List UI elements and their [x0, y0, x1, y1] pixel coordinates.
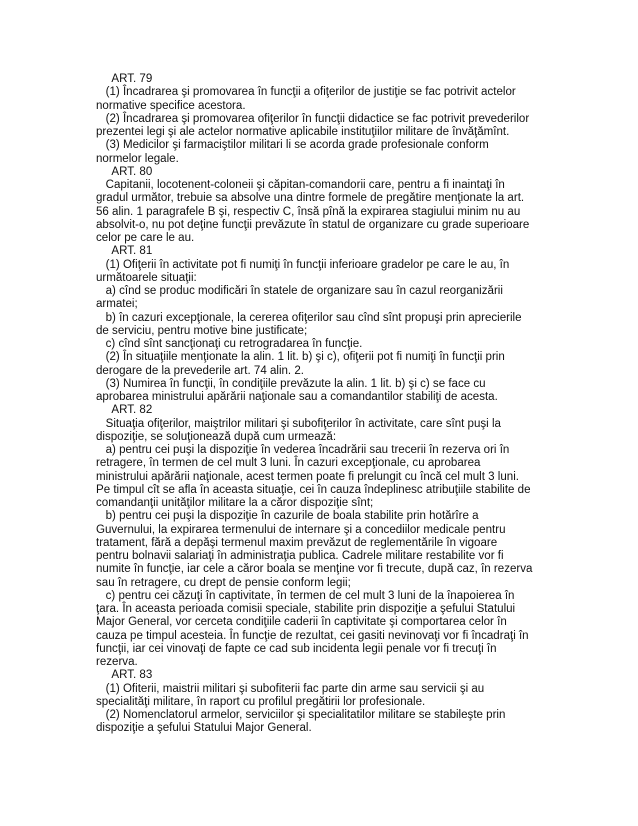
text-line: tratament, fără a depăşi termenul maxim prevăzut de reglementările în vigoare	[96, 536, 498, 549]
text-line: (1) Ofiţerii în activitate pot fi numiţi în funcţii inferioare gradelor pe care le au, în	[96, 258, 510, 271]
text-line: funcţii, iar cei vinovaţi de fapte ce cad sub incidenta legii penale vor fi trecuţi în	[96, 642, 497, 655]
text-line: cauza pe timpul acesteia. În funcţie de rezultat, cei gasiti nevinovaţi vor fi încadraţi în	[96, 629, 529, 642]
text-line: specialităţi militare, în raport cu profilul pregătirii lor profesionale.	[96, 695, 426, 708]
text-line: (2) În situaţiile menţionate la alin. 1 lit. b) şi c), ofiţerii pot fi numiţi în funcţii prin	[96, 351, 505, 364]
text-line: Major General, vor cerceta condiţiile caderii în captivitate şi comportarea celor în	[96, 616, 507, 629]
text-line: 56 alin. 1 paragrafele B şi, respectiv C, însă pînă la expirarea stagiului minim nu au	[96, 205, 521, 218]
text-line: ART. 81	[96, 245, 153, 258]
text-line: Situaţia ofiţerilor, maiştrilor militari şi subofiţerilor în activitate, care sînt puşi la	[96, 417, 501, 430]
text-line: de serviciu, pentru motive bine justificate;	[96, 324, 308, 337]
text-line: derogare de la prevederile art. 74 alin. 2.	[96, 364, 304, 377]
text-line: normative specifice acestora.	[96, 99, 246, 112]
text-line: b) în cazuri excepţionale, la cererea ofiţerilor sau cînd sînt propuşi prin aprecierile	[96, 311, 522, 324]
text-line: ART. 82	[96, 404, 153, 417]
document-page	[96, 73, 546, 736]
text-line: c) pentru cei căzuţi în captivitate, în termen de cel mult 3 luni de la înapoierea în	[96, 589, 515, 602]
text-line: dispoziţie a şefului Statului Major General.	[96, 722, 312, 735]
text-line: normelor legale.	[96, 152, 179, 165]
text-line: absolvit-o, nu pot deţine funcţii prevăzute în statul de organizare cu grade superioare	[96, 218, 530, 231]
text-line: gradul următor, trebuie sa absolve una dintre formele de pregătire menţionate la art.	[96, 192, 525, 205]
text-line: dispoziţie, se soluţionează după cum urmează:	[96, 430, 337, 443]
text-line: prezentei legi şi ale actelor normative aplicabile instituţiilor militare de învăţămînt.	[96, 126, 510, 138]
text-line: (3) Medicilor şi farmaciştilor militari li se acorda grade profesionale conform	[96, 139, 489, 152]
text-line: a) pentru cei puşi la dispoziţie în vederea încadrării sau trecerii în rezerva ori în	[96, 444, 510, 456]
text-line: (2) Încadrarea şi promovarea ofiţerilor în funcţii didactice se fac potrivit prevederilor	[96, 112, 530, 125]
text-line: sau în retragere, cu drept de pensie conform legii;	[96, 576, 351, 589]
text-line: ministrului apărării naţionale, acest termen poate fi prelungit cu încă cel mult 3 luni.	[96, 470, 519, 483]
text-line: Guvernului, la expirarea termenului de internare şi a concediilor medicale pentru	[96, 523, 506, 536]
text-line: a) cînd se produc modificări în statele de organizare sau în cazul reorganizării	[96, 285, 503, 297]
text-line: (2) Nomenclatorul armelor, serviciilor şi specialitatilor militare se stabileşte prin	[96, 709, 506, 721]
text-line: rezerva.	[96, 656, 138, 668]
text-line: celor pe care le au.	[96, 232, 195, 244]
text-line: (1) Ofiterii, maistrii militari şi subofiterii fac parte din arme sau servicii şi au	[96, 682, 485, 695]
text-line: comandanţii unităţilor militare la a căror dispoziţie sînt;	[96, 497, 374, 509]
text-line: pentru bolnavii salariaţi în administraţia publica. Cadrele militare restabilite vor fi	[96, 550, 504, 562]
text-line: aprobarea ministrului apărării naţionale sau a comandantilor stabiliţi de acesta.	[96, 391, 498, 403]
text-line: retragere, în termen de cel mult 3 luni. În cazuri excepţionale, cu aprobarea	[96, 457, 481, 470]
text-line: Capitanii, locotenent-coloneii şi căpitan-comandorii care, pentru a fi inaintaţi în	[96, 179, 505, 191]
text-line: ART. 79	[96, 73, 153, 85]
text-line: b) pentru cei puşi la dispoziţie în cazurile de boala stabilite prin hotărîre a	[96, 510, 479, 523]
text-line: următoarele situaţii:	[96, 271, 197, 284]
text-line: Pe timpul cît se afla în aceasta situaţie, cei în cauza îndeplinesc atribuţiile stabilite de	[96, 483, 531, 496]
text-line: (1) Încadrarea şi promovarea în funcţii a ofiţerilor de justiţie se fac potrivit actelor	[96, 86, 516, 99]
text-line: c) cînd sînt sancţionaţi cu retrogradarea în funcţie.	[96, 338, 363, 350]
text-line: ART. 83	[96, 669, 153, 682]
text-line: ART. 80	[96, 165, 153, 178]
text-line: (3) Numirea în funcţii, în condiţiile prevăzute la alin. 1 lit. b) şi c) se face cu	[96, 377, 486, 390]
text-line: ţara. În aceasta perioada comisii speciale, stabilite prin dispoziţie a şefului Statului	[96, 603, 516, 615]
text-line: armatei;	[96, 298, 138, 311]
text-line: numite în funcţie, iar cele a căror boala se menţine vor fi trecute, după caz, în rezerva	[96, 563, 533, 576]
